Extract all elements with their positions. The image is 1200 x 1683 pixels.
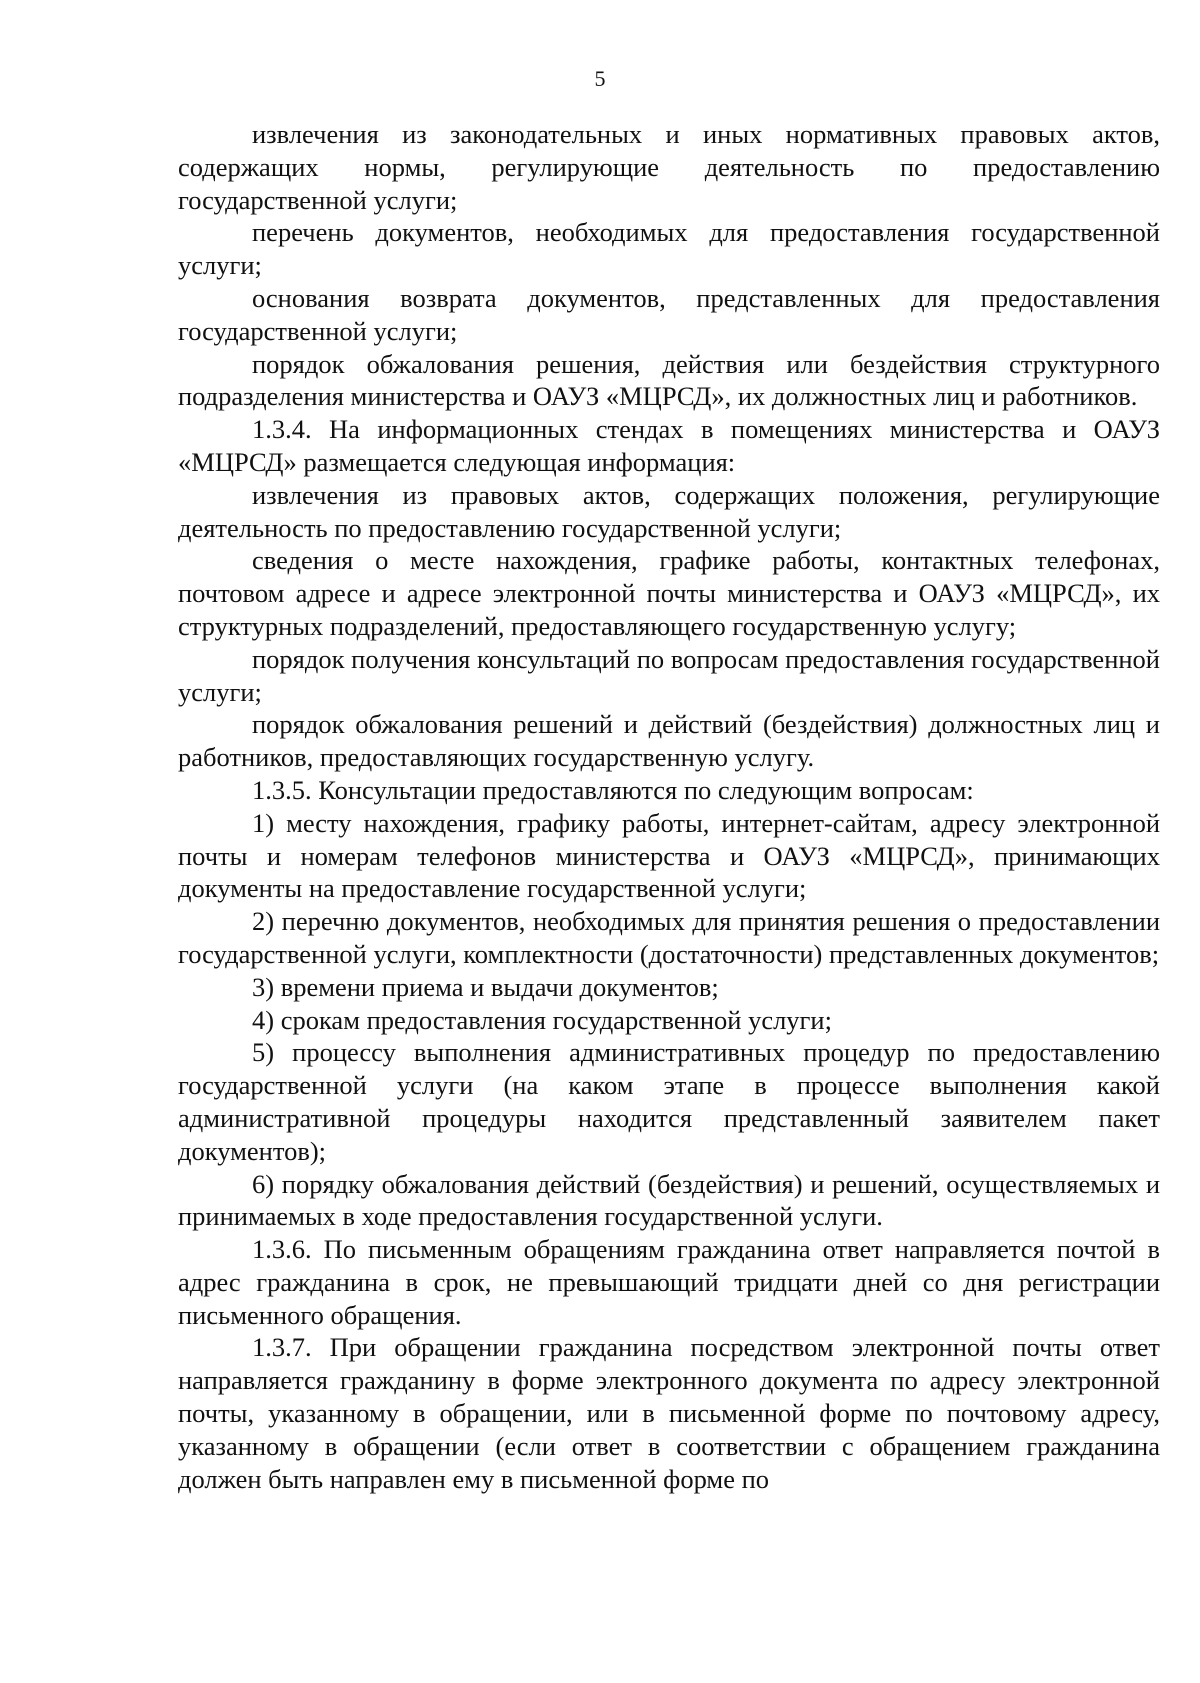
paragraph: 4) срокам предоставления государственной услуги; xyxy=(252,1004,832,1035)
paragraph: 1.3.7. При обращении гражданина посредством электронной почты ответ направляется гражданину в форме электронного документа по адресу электронной почты, указанному в обращении, или в письменной форме по почтовому адресу, указанному в обращении (если ответ в соответствии с обращением гражданина должен быть направлен ему в письменной форме по xyxy=(178,1332,1160,1494)
paragraph: порядок обжалования решений и действий (бездействия) должностных лиц и работников, предоставляющих государственную услугу. xyxy=(178,709,1160,773)
paragraph: порядок получения консультаций по вопросам предоставления государственной услуги; xyxy=(178,643,1160,707)
paragraph: 1.3.6. По письменным обращениям гражданина ответ направляется почтой в адрес гражданина в срок, не превышающий тридцати дней со дня регистрации письменного обращения. xyxy=(178,1234,1160,1330)
paragraph: перечень документов, необходимых для предоставления государственной услуги; xyxy=(178,217,1160,281)
page-number: 5 xyxy=(594,66,606,91)
paragraph: основания возврата документов, представленных для предоставления государственной услуги; xyxy=(178,282,1160,346)
paragraph: сведения о месте нахождения, графике работы, контактных телефонах, почтовом адресе и адресе электронной почты министерства и ОАУЗ «МЦРСД», их структурных подразделений, предоставляющего государственную услугу; xyxy=(178,545,1160,641)
paragraph: порядок обжалования решения, действия или бездействия структурного подразделения министерства и ОАУЗ «МЦРСД», их должностных лиц и работников. xyxy=(178,348,1160,412)
paragraph: 6) порядку обжалования действий (бездействия) и решений, осуществляемых и принимаемых в ходе предоставления государственной услуги. xyxy=(178,1168,1160,1232)
paragraph: 3) времени приема и выдачи документов; xyxy=(252,971,719,1002)
paragraph: извлечения из правовых актов, содержащих положения, регулирующие деятельность по предоставлению государственной услуги; xyxy=(178,479,1160,543)
paragraph: 2) перечню документов, необходимых для принятия решения о предоставлении государственной услуги, комплектности (достаточности) представленных документов; xyxy=(178,906,1160,969)
document-body xyxy=(178,118,1160,1495)
paragraph: 1.3.4. На информационных стендах в помещениях министерства и ОАУЗ «МЦРСД» размещается следующая информация: xyxy=(178,414,1160,477)
paragraph: 5) процессу выполнения административных процедур по предоставлению государственной услуги (на каком этапе в процессе выполнения какой административной процедуры находится представленный заявителем пакет документов); xyxy=(178,1037,1160,1166)
paragraph: извлечения из законодательных и иных нормативных правовых актов, содержащих нормы, регулирующие деятельность по предоставлению государственной услуги; xyxy=(178,119,1160,215)
paragraph: 1.3.5. Консультации предоставляются по следующим вопросам: xyxy=(252,774,974,805)
paragraph: 1) месту нахождения, графику работы, интернет-сайтам, адресу электронной почты и номерам телефонов министерства и ОАУЗ «МЦРСД», принимающих документы на предоставление государственной услуги; xyxy=(178,807,1160,904)
